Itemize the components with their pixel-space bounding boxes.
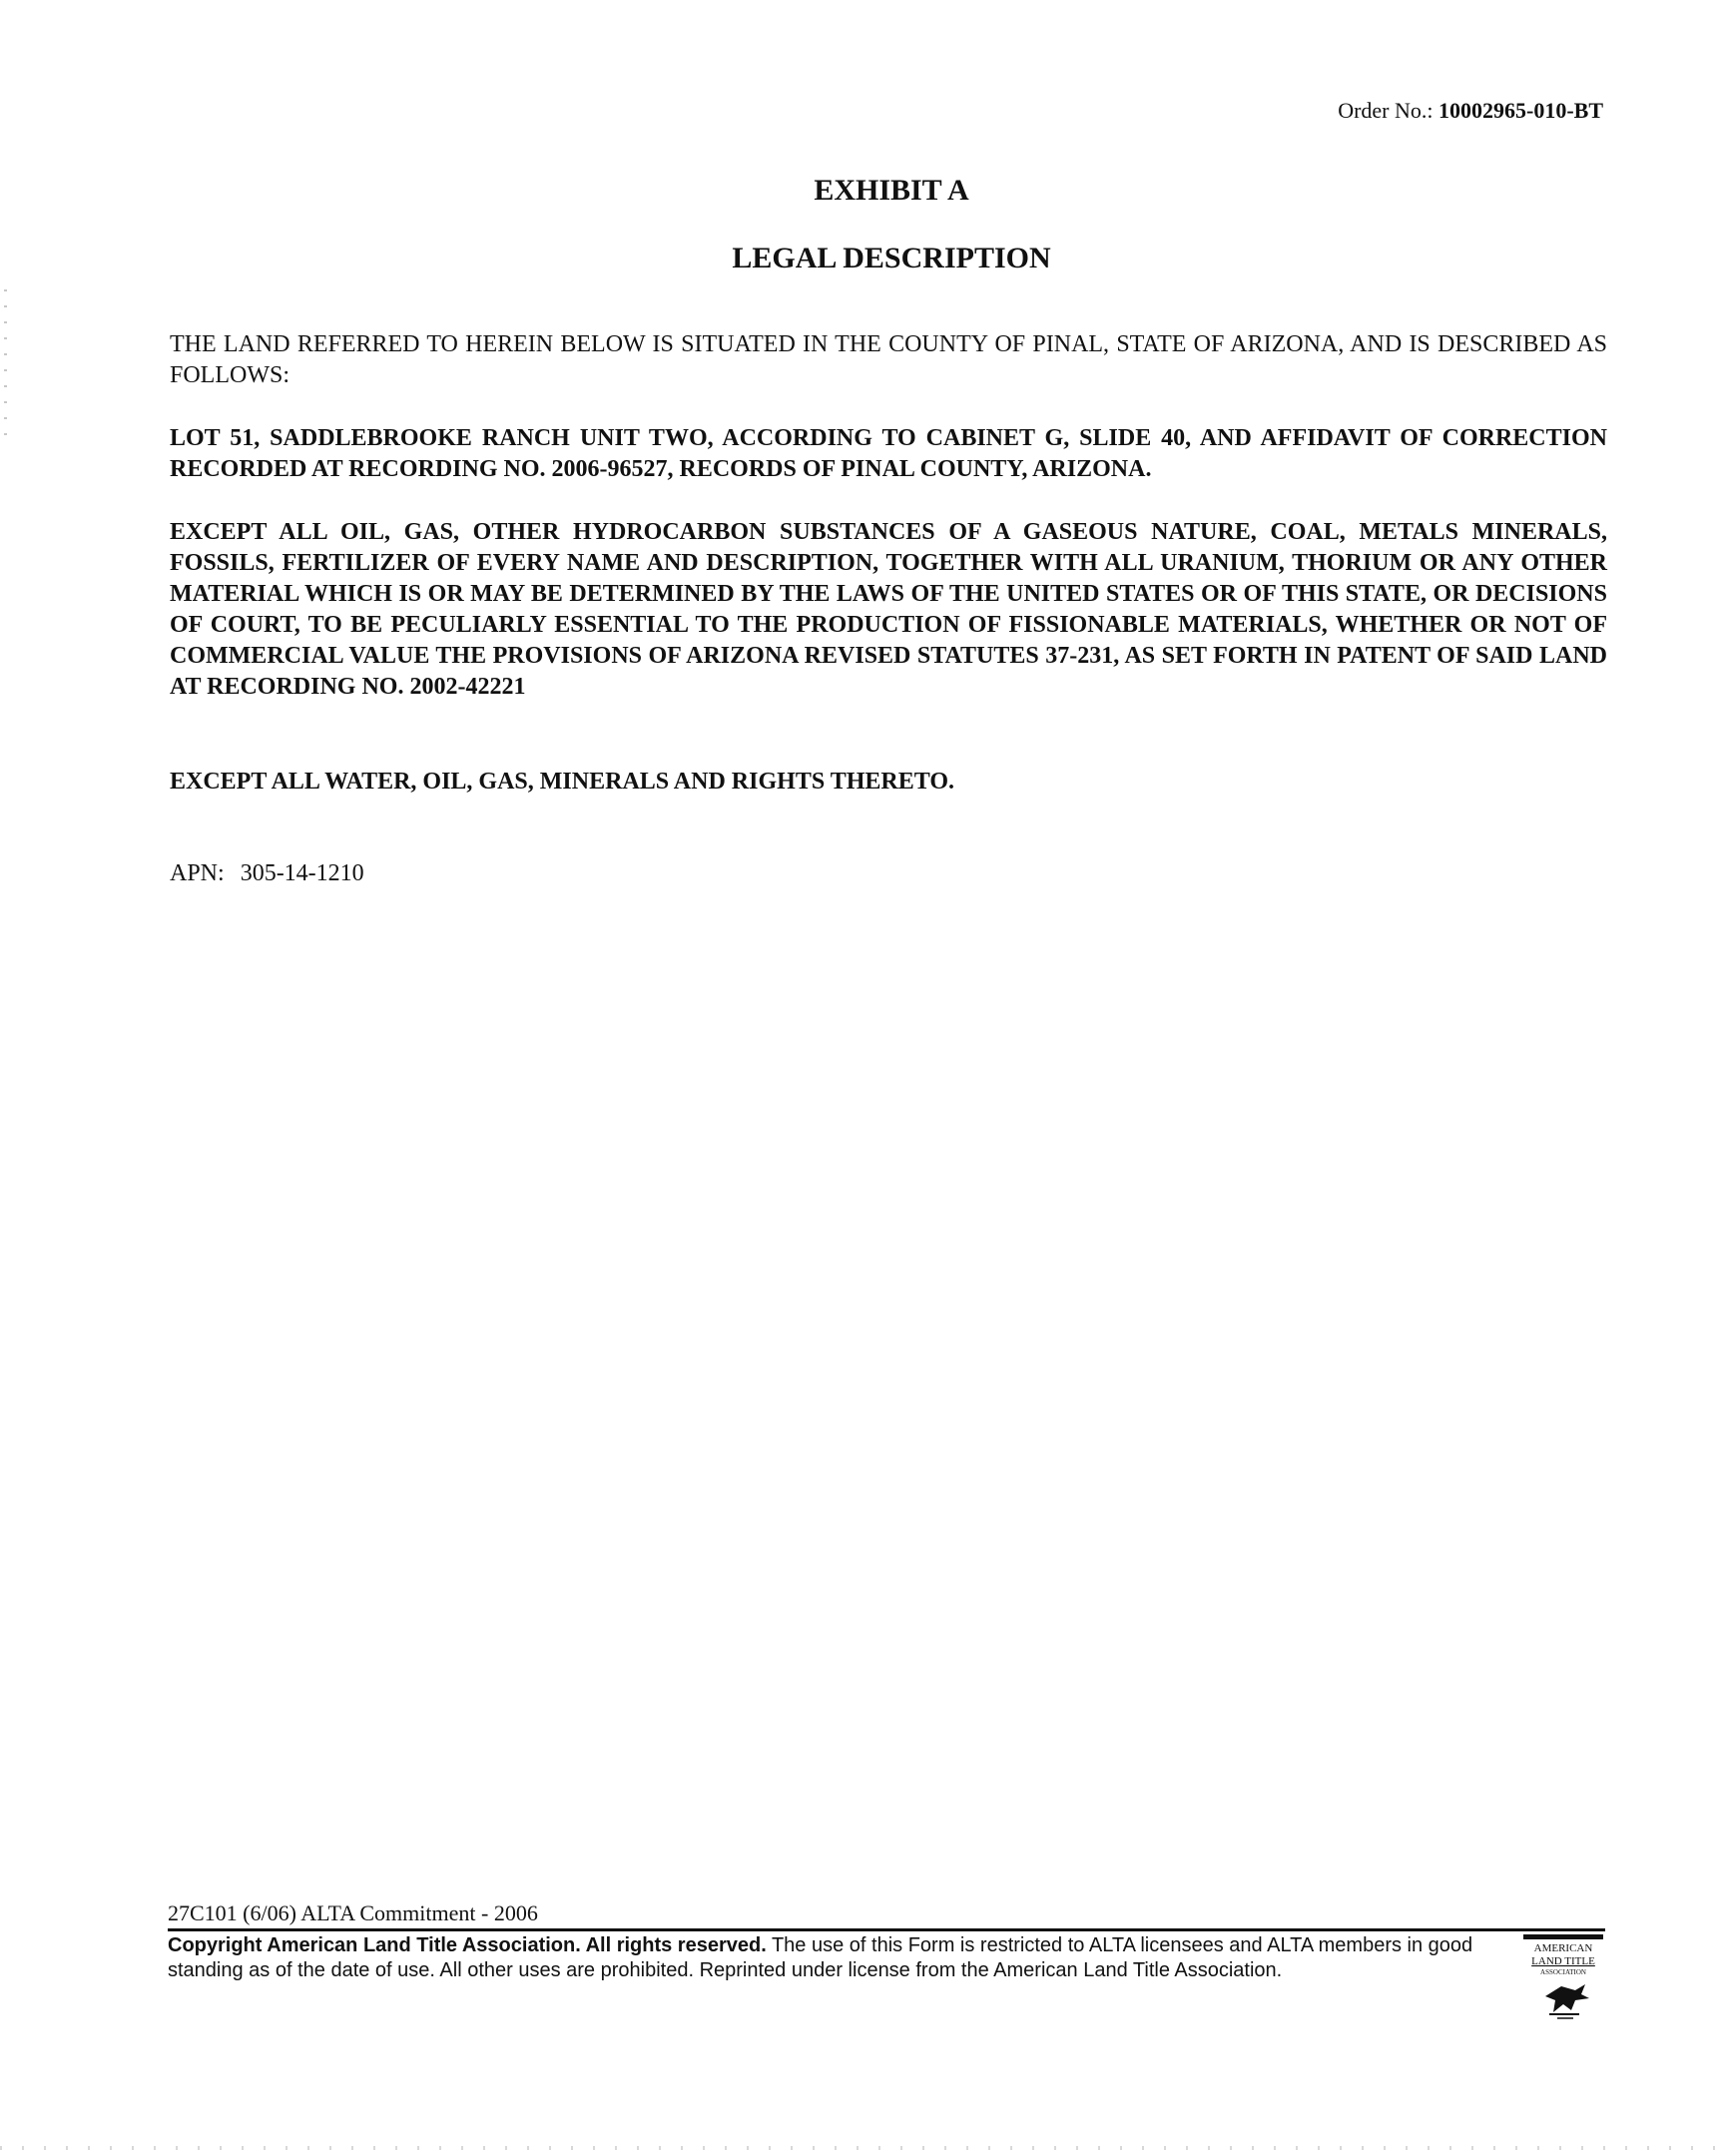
- svg-text:AMERICAN: AMERICAN: [1533, 1942, 1593, 1954]
- apn-line: [170, 860, 364, 887]
- apn-label: APN:: [170, 860, 225, 886]
- scan-artifact-left: [4, 289, 7, 449]
- order-number-label: Order No.:: [1338, 98, 1434, 123]
- alta-logo: [1523, 1934, 1603, 2034]
- scan-artifact-bottom: [0, 2146, 1725, 2150]
- form-identifier: 27C101 (6/06) ALTA Commitment - 2006: [168, 1900, 538, 1925]
- lot-description-paragraph: LOT 51, SADDLEBROOKE RANCH UNIT TWO, ACCORDING TO CABINET G, SLIDE 40, AND AFFIDAVIT OF CORRECTION RECORDED AT RECORDING NO. 2006-96527, RECORDS OF PINAL COUNTY, ARIZONA.: [170, 425, 1607, 482]
- legal-description-title: LEGAL DESCRIPTION: [732, 242, 1051, 274]
- copyright-notice: [168, 1933, 1475, 1983]
- water-exception-paragraph: EXCEPT ALL WATER, OIL, GAS, MINERALS AND RIGHTS THERETO.: [170, 769, 954, 795]
- intro-paragraph: THE LAND REFERRED TO HEREIN BELOW IS SITUATED IN THE COUNTY OF PINAL, STATE OF ARIZONA, AND IS DESCRIBED AS FOLLOWS:: [170, 331, 1607, 388]
- apn-value: 305-14-1210: [240, 860, 364, 886]
- svg-text:ASSOCIATION: ASSOCIATION: [1540, 1968, 1586, 1976]
- svg-text:LAND TITLE: LAND TITLE: [1531, 1955, 1595, 1967]
- copyright-body-text: The use of this Form is restricted to ALTA licensees and ALTA members in good standing as of the date of use. All other uses are prohibited. Reprinted under license from the American Land Title Association.: [168, 1934, 1473, 1981]
- mineral-exception-paragraph: EXCEPT ALL OIL, GAS, OTHER HYDROCARBON SUBSTANCES OF A GASEOUS NATURE, COAL, METALS MINERALS, FOSSILS, FERTILIZER OF EVERY NAME AND DESCRIPTION, TOGETHER WITH ALL URANIUM, THORIUM OR ANY OTHER MATERIAL WHICH IS OR MAY BE DETERMINED BY THE LAWS OF THE UNITED STATES OR OF THIS STATE, OR DECISIONS OF COURT, TO BE PECULIARLY ESSENTIAL TO THE PRODUCTION OF FISSIONABLE MATERIALS, WHETHER OR NOT OF COMMERCIAL VALUE THE PROVISIONS OF ARIZONA REVISED STATUTES 37-231, AS SET FORTH IN PATENT OF SAID LAND AT RECORDING NO. 2002-42221: [170, 519, 1607, 700]
- copyright-bold-text: Copyright American Land Title Association. All rights reserved.: [168, 1934, 767, 1956]
- order-number-value: 10002965-010-BT: [1438, 98, 1603, 123]
- footer-divider: [168, 1928, 1605, 1931]
- order-number-line: [1338, 98, 1603, 124]
- exhibit-title: EXHIBIT A: [814, 174, 969, 207]
